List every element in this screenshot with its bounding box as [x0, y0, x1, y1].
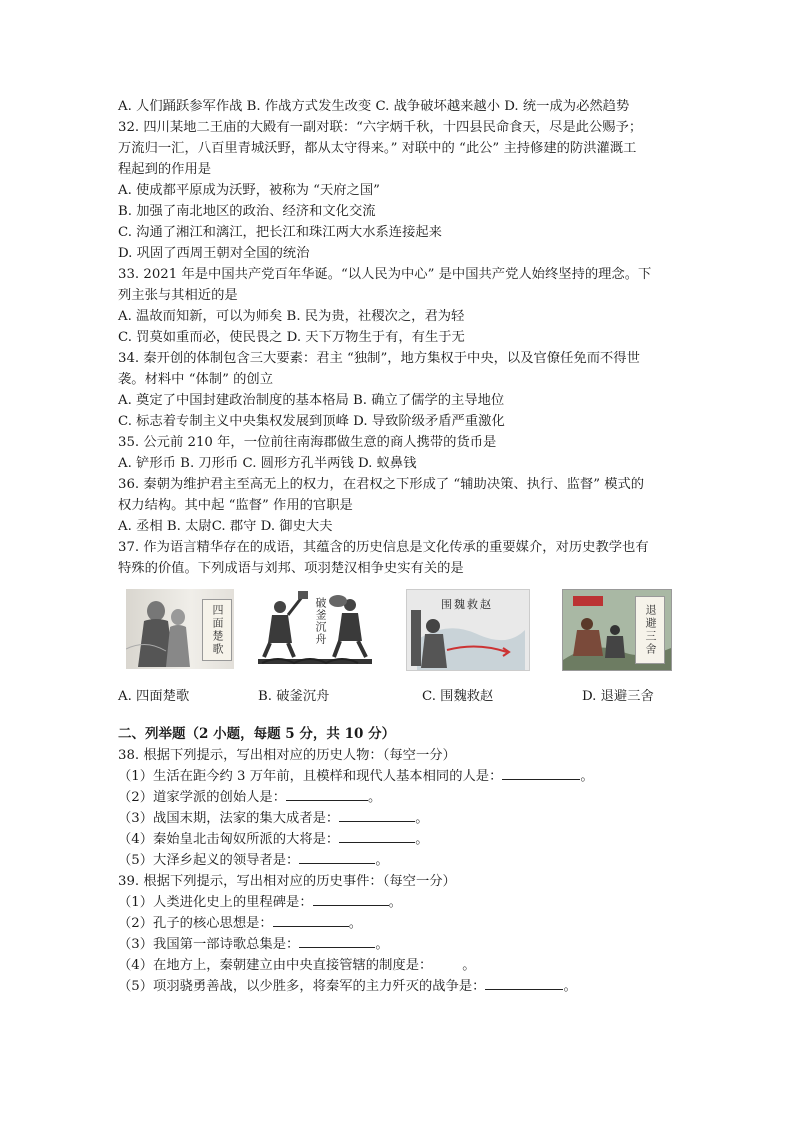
q36-options: A. 丞相 B. 太尉C. 郡守 D. 御史大夫 — [118, 519, 333, 534]
q36-stem-line: 权力结构。其中起 “监督” 作用的官职是 — [118, 498, 353, 513]
answer-blank[interactable] — [339, 808, 415, 822]
answer-blank[interactable] — [485, 976, 563, 990]
answer-blank[interactable] — [339, 829, 415, 843]
answer-blank[interactable] — [286, 787, 368, 801]
q34-options-cd: C. 标志着专制主义中央集权发展到顶峰 D. 导致阶级矛盾严重激化 — [118, 414, 505, 429]
period: 。 — [375, 853, 389, 868]
q32-option-d: D. 巩固了西周王朝对全国的统治 — [118, 246, 310, 261]
answer-blank[interactable] — [273, 913, 349, 927]
caption-box: 退避三舍 — [635, 596, 665, 664]
q39-item-4 — [118, 955, 678, 976]
q35-stem: 35. 公元前 210 年，一位前往南海郡做生意的商人携带的货币是 — [118, 435, 497, 450]
q32-stem-line: 32. 四川某地二王庙的大殿有一副对联：“六字炳千秋，十四县民命食天，尽是此公赐予； — [118, 120, 643, 135]
prompt: （3）我国第一部诗歌总集是： — [118, 937, 300, 952]
q39-stem: 39. 根据下列提示，写出相对应的历史事件：（每空一分） — [118, 874, 456, 889]
q32-stem-line: 程起到的作用是 — [118, 162, 212, 177]
answer-blank[interactable] — [299, 934, 375, 948]
prompt: （1）生活在距今约 3 万年前，且模样和现代人基本相同的人是： — [118, 769, 503, 784]
exam-page — [118, 96, 678, 997]
q34-stem-line: 袭。材料中 “体制” 的创立 — [118, 372, 274, 387]
q37-option-c: C. 围魏救赵 — [422, 689, 494, 704]
q38-item-4 — [118, 829, 678, 850]
q38-stem: 38. 根据下列提示，写出相对应的历史人物：（每空一分） — [118, 748, 456, 763]
period: 。 — [580, 769, 594, 784]
period: 。 — [375, 937, 389, 952]
q37-image-weiwei-jiuzhao — [406, 589, 530, 671]
q37-options — [118, 685, 678, 709]
q31-options: A. 人们踊跃参军作战 B. 作战方式发生改变 C. 战争破坏越来越小 D. 统一成为必然趋势 — [118, 99, 630, 114]
q37-option-a: A. 四面楚歌 — [118, 689, 190, 704]
period: 。 — [388, 895, 402, 910]
q35-options: A. 铲形币 B. 刀形币 C. 圆形方孔半两钱 D. 蚁鼻钱 — [118, 456, 417, 471]
prompt: （5）项羽骁勇善战，以少胜多，将秦军的主力歼灭的战争是： — [118, 979, 486, 994]
caption-text: 破釜沉舟 — [314, 597, 327, 645]
caption-box: 四面楚歌 — [202, 599, 232, 661]
period: 。 — [462, 958, 476, 973]
answer-blank[interactable] — [299, 850, 375, 864]
q32-option-b: B. 加强了南北地区的政治、经济和文化交流 — [118, 204, 376, 219]
prompt: （2）道家学派的创始人是： — [118, 790, 287, 805]
prompt: （1）人类进化史上的里程碑是： — [118, 895, 313, 910]
prompt: （4）秦始皇北击匈奴所派的大将是： — [118, 832, 340, 847]
q34-stem-line: 34. 秦开创的体制包含三大要素：君主 “独制”，地方集权于中央，以及官僚任免而不得世 — [118, 351, 640, 366]
q37-stem-line: 37. 作为语言精华存在的成语，其蕴含的历史信息是文化传承的重要媒介，对历史教学也有 — [118, 540, 649, 555]
period: 。 — [415, 832, 429, 847]
prompt: （4）在地方上，秦朝建立由中央直接管辖的制度是： — [118, 958, 433, 973]
answer-blank[interactable] — [502, 766, 580, 780]
q32-option-c: C. 沟通了湘江和漓江，把长江和珠江两大水系连接起来 — [118, 225, 442, 240]
q39-item-5 — [118, 976, 678, 997]
q33-stem-line: 33. 2021 年是中国共产党百年华诞。“以人民为中心” 是中国共产党人始终坚持的理念。下 — [118, 267, 652, 282]
section-2-title: 二、列举题（2 小题，每题 5 分，共 10 分） — [118, 726, 396, 742]
q33-stem-line: 列主张与其相近的是 — [118, 288, 238, 303]
q33-options-cd: C. 罚莫如重而必，使民畏之 D. 天下万物生于有，有生于无 — [118, 330, 465, 345]
q39-item-3 — [118, 934, 678, 955]
period: 。 — [368, 790, 382, 805]
q36-stem-line: 36. 秦朝为维护君主至高无上的权力，在君权之下形成了 “辅助决策、执行、监督” 模式的 — [118, 477, 645, 492]
prompt: （2）孔子的核心思想是： — [118, 916, 273, 931]
q37-image-pofu-chenzhou — [258, 589, 372, 669]
period: 。 — [563, 979, 577, 994]
q37-option-b: B. 破釜沉舟 — [258, 689, 330, 704]
q37-stem-line: 特殊的价值。下列成语与刘邦、项羽楚汉相争史实有关的是 — [118, 561, 464, 576]
q38-item-1 — [118, 766, 678, 787]
q37-image-tuibi-sanshe — [562, 589, 672, 671]
q32-option-a: A. 使成都平原成为沃野，被称为 “天府之国” — [118, 183, 380, 198]
q37-option-d: D. 退避三舍 — [582, 689, 654, 704]
prompt: （5）大泽乡起义的领导者是： — [118, 853, 300, 868]
caption-text: 围魏救赵 — [441, 598, 493, 611]
answer-blank[interactable] — [313, 892, 389, 906]
q38-item-2 — [118, 787, 678, 808]
q37-image-simian-chuge — [126, 589, 234, 669]
q38-item-5 — [118, 850, 678, 871]
period: 。 — [415, 811, 429, 826]
q39-item-2 — [118, 913, 678, 934]
q32-stem-line: 万流归一汇，八百里青城沃野，都从太守得来。” 对联中的 “此公” 主持修建的防洪灌溉工 — [118, 141, 637, 156]
period: 。 — [348, 916, 363, 931]
q34-options-ab: A. 奠定了中国封建政治制度的基本格局 B. 确立了儒学的主导地位 — [118, 393, 505, 408]
prompt: （3）战国末期，法家的集大成者是： — [118, 811, 340, 826]
q38-item-3 — [118, 808, 678, 829]
q39-item-1 — [118, 892, 678, 913]
q33-options-ab: A. 温故而知新，可以为师矣 B. 民为贵，社稷次之，君为轻 — [118, 309, 465, 324]
q37-image-row — [118, 589, 678, 685]
